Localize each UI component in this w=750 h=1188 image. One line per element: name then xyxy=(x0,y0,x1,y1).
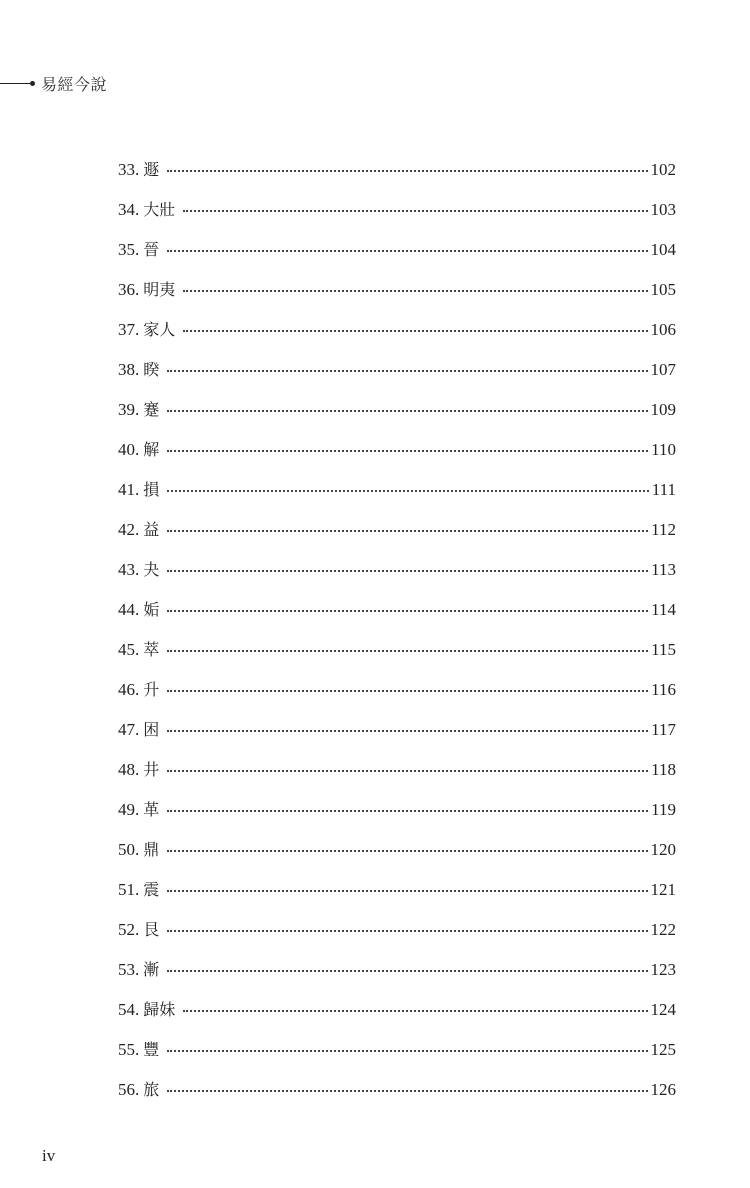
toc-entry[interactable] xyxy=(118,157,676,197)
toc-entry-page: 105 xyxy=(650,280,676,299)
toc-entry[interactable] xyxy=(118,557,676,597)
toc-entry-title: 夬 xyxy=(143,560,160,579)
dot-leader xyxy=(167,250,647,252)
dot-leader xyxy=(167,930,647,932)
toc-entry-page: 110 xyxy=(651,440,676,459)
dot-leader xyxy=(183,290,647,292)
toc-entry[interactable] xyxy=(118,397,676,437)
toc-entry-title: 損 xyxy=(143,480,160,499)
toc-entry-title: 家人 xyxy=(143,320,176,339)
running-header xyxy=(0,72,107,95)
toc-entry-page: 122 xyxy=(650,920,676,939)
toc-entry-number: 45. xyxy=(118,640,140,659)
toc-entry-page: 116 xyxy=(651,680,676,699)
toc-entry[interactable] xyxy=(118,797,676,837)
toc-entry-number: 54. xyxy=(118,1000,140,1019)
toc-entry-page: 126 xyxy=(650,1080,676,1099)
toc-entry-page: 115 xyxy=(651,640,676,659)
toc-entry-page: 109 xyxy=(650,400,676,419)
dot-leader xyxy=(167,370,647,372)
toc-entry-page: 112 xyxy=(651,520,676,539)
toc-entry-number: 56. xyxy=(118,1080,140,1099)
toc-entry-number: 35. xyxy=(118,240,140,259)
toc-entry-number: 37. xyxy=(118,320,140,339)
toc-entry-title: 艮 xyxy=(143,920,160,939)
toc-entry-number: 41. xyxy=(118,480,140,499)
toc-entry-page: 121 xyxy=(650,880,676,899)
toc-entry[interactable] xyxy=(118,357,676,397)
toc-entry-title: 豐 xyxy=(143,1040,160,1059)
toc-entry-page: 118 xyxy=(651,760,676,779)
dot-leader xyxy=(167,650,648,652)
toc-entry-page: 113 xyxy=(651,560,676,579)
toc-entry-title: 萃 xyxy=(143,640,160,659)
toc-entry-number: 47. xyxy=(118,720,140,739)
toc-entry-title: 震 xyxy=(143,880,160,899)
toc-entry-page: 124 xyxy=(650,1000,676,1019)
toc-entry-number: 40. xyxy=(118,440,140,459)
dot-leader xyxy=(167,610,648,612)
dot-leader xyxy=(167,1050,647,1052)
toc-entry-number: 33. xyxy=(118,160,140,179)
toc-entry-number: 46. xyxy=(118,680,140,699)
toc-entry-number: 34. xyxy=(118,200,140,219)
page-number: iv xyxy=(42,1146,56,1165)
toc-entry-page: 120 xyxy=(650,840,676,859)
toc-entry-title: 旅 xyxy=(143,1080,160,1099)
toc-entry-title: 漸 xyxy=(143,960,160,979)
toc-entry[interactable] xyxy=(118,597,676,637)
toc-entry-title: 升 xyxy=(143,680,160,699)
toc-entry[interactable] xyxy=(118,277,676,317)
toc-entry-page: 125 xyxy=(650,1040,676,1059)
dot-leader xyxy=(167,850,647,852)
toc-entry-title: 井 xyxy=(143,760,160,779)
toc-entry-number: 44. xyxy=(118,600,140,619)
header-bullet-icon xyxy=(30,81,35,86)
toc-entry-title: 遯 xyxy=(143,160,160,179)
toc-entry-title: 晉 xyxy=(143,240,160,259)
toc-entry-number: 51. xyxy=(118,880,140,899)
toc-entry-page: 106 xyxy=(650,320,676,339)
dot-leader xyxy=(167,770,648,772)
toc-entry[interactable] xyxy=(118,917,676,957)
toc-entry[interactable] xyxy=(118,637,676,677)
toc-entry-title: 姤 xyxy=(143,600,160,619)
toc-entry[interactable] xyxy=(118,197,676,237)
toc-entry-title: 解 xyxy=(143,440,160,459)
dot-leader xyxy=(167,450,648,452)
toc-entry-title: 革 xyxy=(143,800,160,819)
dot-leader xyxy=(183,1010,647,1012)
toc-entry-number: 42. xyxy=(118,520,140,539)
toc-entry-page: 102 xyxy=(650,160,676,179)
dot-leader xyxy=(167,570,648,572)
dot-leader xyxy=(167,810,648,812)
toc-entry[interactable] xyxy=(118,997,676,1037)
toc-entry-number: 39. xyxy=(118,400,140,419)
dot-leader xyxy=(167,490,648,492)
toc-entry-number: 43. xyxy=(118,560,140,579)
toc-entry-page: 111 xyxy=(651,480,676,499)
toc-entry-number: 48. xyxy=(118,760,140,779)
dot-leader xyxy=(167,690,648,692)
toc-entry-page: 103 xyxy=(650,200,676,219)
toc-entry[interactable] xyxy=(118,237,676,277)
toc-entry[interactable] xyxy=(118,477,676,517)
toc-entry-number: 50. xyxy=(118,840,140,859)
toc-entry-title: 蹇 xyxy=(143,400,160,419)
toc-entry[interactable] xyxy=(118,1037,676,1077)
toc-entry[interactable] xyxy=(118,757,676,797)
toc-entry-page: 107 xyxy=(650,360,676,379)
toc-entry-title: 歸妹 xyxy=(143,1000,176,1019)
toc-entry[interactable] xyxy=(118,837,676,877)
toc-entry-page: 114 xyxy=(651,600,676,619)
toc-entry-title: 鼎 xyxy=(143,840,160,859)
toc-entry-title: 睽 xyxy=(143,360,160,379)
toc-entry-title: 大壯 xyxy=(143,200,176,219)
dot-leader xyxy=(167,410,647,412)
toc-entry-page: 117 xyxy=(651,720,676,739)
toc-entry-title: 明夷 xyxy=(143,280,176,299)
toc-entry-page: 123 xyxy=(650,960,676,979)
toc-entry-number: 49. xyxy=(118,800,140,819)
dot-leader xyxy=(183,210,647,212)
dot-leader xyxy=(167,970,647,972)
toc-entry-page: 119 xyxy=(651,800,676,819)
dot-leader xyxy=(167,730,648,732)
toc-entry-title: 益 xyxy=(143,520,160,539)
toc-entry[interactable] xyxy=(118,317,676,357)
dot-leader xyxy=(167,170,647,172)
toc-entry-title: 困 xyxy=(143,720,160,739)
toc-entry[interactable] xyxy=(118,877,676,917)
toc-entry[interactable] xyxy=(118,437,676,477)
header-rule xyxy=(0,83,30,84)
toc-entry[interactable] xyxy=(118,717,676,757)
toc-entry-number: 53. xyxy=(118,960,140,979)
toc-entry-number: 55. xyxy=(118,1040,140,1059)
toc-entry-number: 38. xyxy=(118,360,140,379)
toc-entry-page: 104 xyxy=(650,240,676,259)
table-of-contents xyxy=(118,157,676,1117)
book-title: 易經今說 xyxy=(41,75,108,94)
toc-entry[interactable] xyxy=(118,957,676,997)
dot-leader xyxy=(167,1090,647,1092)
toc-entry[interactable] xyxy=(118,517,676,557)
toc-entry-number: 52. xyxy=(118,920,140,939)
dot-leader xyxy=(167,890,647,892)
dot-leader xyxy=(183,330,647,332)
toc-entry[interactable] xyxy=(118,677,676,717)
dot-leader xyxy=(167,530,648,532)
toc-entry-number: 36. xyxy=(118,280,140,299)
toc-entry[interactable] xyxy=(118,1077,676,1117)
